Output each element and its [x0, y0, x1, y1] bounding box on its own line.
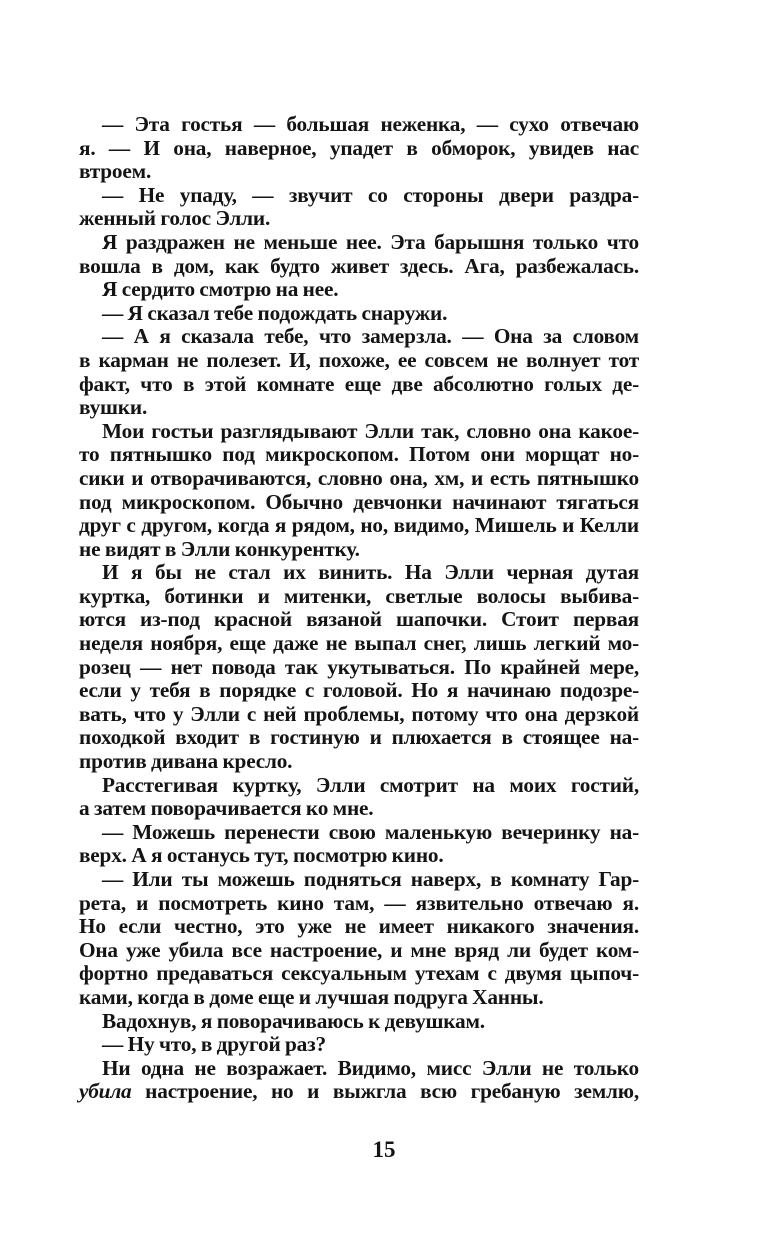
text-line: — А я сказала тебе, что замерзла. — Она за словом	[102, 324, 639, 349]
text-line: если у тебя в порядке с головой. Но я начинаю подозре-	[79, 678, 639, 703]
text-line: верх. А я останусь тут, посмотрю кино.	[79, 843, 444, 868]
page-number: 15	[372, 1137, 396, 1162]
text-line: в карман не полезет. И, похоже, ее совсем не волнует тот	[79, 347, 639, 372]
text-line: факт, что в этой комнате еще две абсолютно голых де-	[79, 371, 639, 396]
text-line: ются из-под красной вязаной шапочки. Стоит первая	[79, 607, 639, 632]
emphasized-word: убила	[79, 1079, 132, 1104]
text-line: Мои гостьи разглядывают Элли так, словно она какое-	[102, 418, 639, 443]
text-line: вушки.	[79, 395, 148, 420]
text-line: неделя ноября, еще даже не выпал снег, лишь легкий мо-	[79, 631, 639, 656]
text-line: И я бы не стал их винить. На Элли черная дутая	[102, 560, 639, 585]
text-line: против дивана кресло.	[79, 749, 293, 774]
text-line: Она уже убила все настроение, и мне вряд ли будет ком-	[79, 937, 639, 962]
text-line: рета, и посмотреть кино там, — язвительно отвечаю я.	[79, 890, 639, 915]
text-line-last	[79, 1080, 639, 1104]
text-line: — Не упаду, — звучит со стороны двери раздра-	[102, 182, 639, 207]
text-line: Я сердито смотрю на нее.	[102, 277, 339, 302]
text-line: походкой входит в гостиную и плюхается в стоящее на-	[79, 725, 639, 750]
text-line: я. — И она, наверное, упадет в обморок, увидев нас	[79, 135, 639, 160]
text-line: а затем поворачивается ко мне.	[79, 796, 374, 821]
text-line: ками, когда в доме еще и лучшая подруга Ханны.	[79, 984, 544, 1009]
text-line: друг с другом, когда я рядом, но, видимо, Мишель и Келли	[79, 513, 639, 538]
text-line: не видят в Элли конкурентку.	[79, 536, 360, 561]
text-line: — Или ты можешь подняться наверх, в комнату Гар-	[102, 867, 639, 891]
text-line: — Можешь перенести свою маленькую вечеринку на-	[102, 819, 639, 844]
text-line: Я раздражен не меньше нее. Эта барышня только что	[102, 229, 639, 254]
text-line: Расстегивая куртку, Элли смотрит на моих гостий,	[102, 772, 639, 797]
text-line: Вадохнув, я поворачиваюсь к девушкам.	[102, 1008, 485, 1033]
text-line: розец — нет повода так укутываться. По крайней мере,	[79, 654, 639, 679]
text-line: то пятнышко под микроскопом. Потом они морщат но-	[79, 442, 639, 467]
text-line: — Эта гостья — большая неженка, — сухо отвечаю	[102, 112, 639, 136]
text-line: Ни одна не возражает. Видимо, мисс Элли не только	[102, 1055, 639, 1080]
text-line: сики и отворачиваются, словно она, хм, и есть пятнышко	[79, 465, 639, 490]
text-line: вошла в дом, как будто живет здесь. Ага, разбежалась.	[79, 253, 639, 278]
text-line: фортно предаваться сексуальным утехам с двумя цыпоч-	[79, 961, 639, 986]
text-line: вать, что у Элли с ней проблемы, потому что она дерзкой	[79, 701, 639, 726]
text-line: втроем.	[79, 159, 152, 184]
text-line: — Ну что, в другой раз?	[102, 1032, 326, 1057]
text-line: под микроскопом. Обычно девчонки начинают тягаться	[79, 489, 639, 514]
text-line: женный голос Элли.	[79, 206, 271, 231]
body-text	[79, 113, 639, 1104]
text-line: — Я сказал тебе подождать снаружи.	[102, 300, 448, 325]
text-line-rest: настроение, но и выжгла всю гребаную землю,	[145, 1079, 639, 1104]
text-line: Но если честно, это уже не имеет никакого значения.	[79, 914, 639, 939]
text-line: куртка, ботинки и митенки, светлые волосы выбива-	[79, 583, 639, 608]
